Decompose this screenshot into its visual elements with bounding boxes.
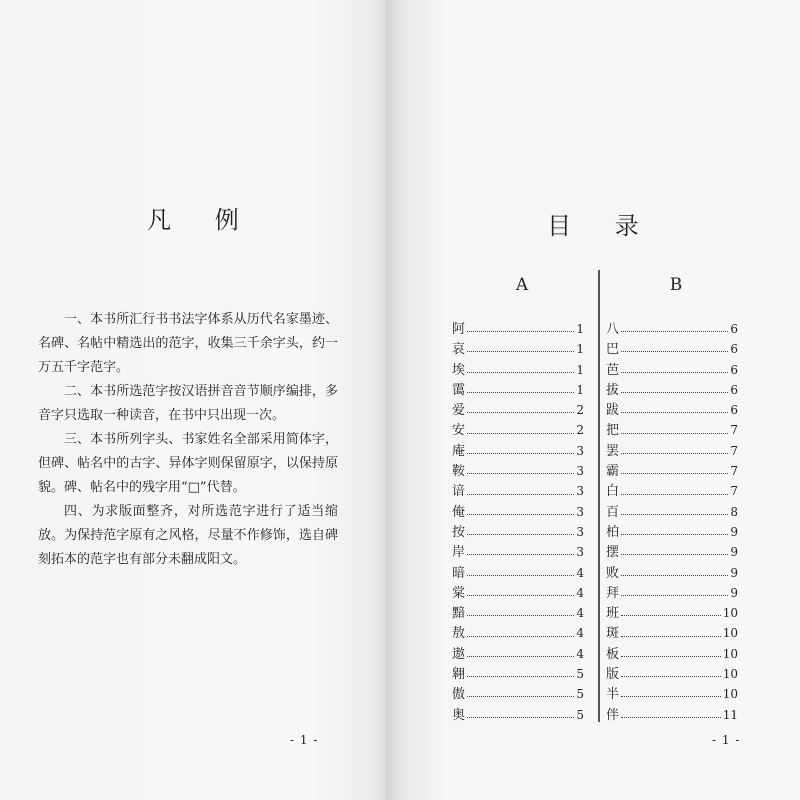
preface-paragraph: 二、本书所选范字按汉语拼音音节顺序编排，多音字只选取一种读音，在书中只出现一次。 [38, 384, 338, 423]
dot-leader [467, 330, 574, 332]
toc-entry-page: 7 [730, 464, 738, 479]
dot-leader [467, 493, 574, 495]
toc-entry[interactable] [606, 582, 738, 602]
toc-entry[interactable] [606, 704, 738, 724]
dot-leader [621, 452, 728, 454]
preface-paragraph: 三、本书所列字头、书家姓名全部采用简体字，但碑、帖名中的古字、异体字则保留原字，以保持原貌。碑、帖名中的残字用“□”代替。 [38, 432, 338, 495]
toc-entry-char: 阿 [452, 322, 466, 337]
dot-leader [467, 391, 574, 393]
toc-entry-page: 4 [576, 646, 584, 661]
dot-leader [621, 493, 728, 495]
toc-entry[interactable] [452, 622, 584, 642]
toc-entry-char: 暗 [452, 565, 466, 581]
toc-entry-char: 板 [606, 646, 620, 662]
toc-entry-page: 4 [576, 585, 584, 600]
toc-entry-page: 2 [576, 403, 584, 418]
toc-entry-page: 9 [730, 585, 738, 600]
toc-entry-page: 9 [730, 545, 738, 560]
toc-entry[interactable] [606, 602, 738, 622]
toc-entry[interactable] [606, 440, 738, 460]
toc-entry-char: 翱 [452, 667, 466, 683]
toc-entry[interactable] [452, 541, 584, 561]
toc-entry-page: 8 [730, 504, 738, 519]
toc-entry[interactable] [452, 419, 584, 439]
column-divider [598, 270, 600, 722]
toc-entry-page: 6 [730, 342, 738, 357]
toc-entry-char: 棠 [452, 585, 466, 601]
toc-entry-page: 9 [730, 524, 738, 539]
dot-leader [621, 350, 728, 352]
toc-entry-page: 6 [730, 362, 738, 377]
toc-entry[interactable] [606, 562, 738, 582]
toc-entry[interactable] [606, 683, 738, 703]
toc-entry[interactable] [606, 521, 738, 541]
dot-leader [467, 350, 574, 352]
dot-leader [467, 614, 574, 616]
toc-entry-page: 7 [730, 443, 738, 458]
toc-entry-page: 4 [576, 626, 584, 641]
toc-entry-page: 10 [722, 646, 738, 661]
toc-entry[interactable] [606, 501, 738, 521]
dot-leader [621, 574, 728, 576]
dot-leader [467, 432, 574, 434]
dot-leader [621, 533, 728, 535]
dot-leader [467, 574, 574, 576]
toc-column-heading: B [669, 275, 683, 295]
toc-entry[interactable] [606, 541, 738, 561]
toc-entry-char: 黯 [452, 606, 466, 622]
toc-entry[interactable] [452, 440, 584, 460]
toc-entry-page: 4 [576, 565, 584, 580]
toc-entry-char: 把 [606, 423, 620, 439]
toc-entry-char: 岸 [452, 545, 466, 561]
toc-entry-char: 斑 [606, 626, 620, 642]
toc-entry[interactable] [452, 602, 584, 622]
toc-entry[interactable] [452, 399, 584, 419]
toc-entry-page: 6 [730, 403, 738, 418]
toc-entry[interactable] [606, 359, 738, 379]
dot-leader [467, 472, 574, 474]
toc-entry[interactable] [606, 663, 738, 683]
toc-entry-char: 伴 [606, 707, 620, 723]
toc-entry[interactable] [452, 318, 584, 338]
toc-entry-page: 5 [576, 687, 584, 702]
toc-entry[interactable] [452, 643, 584, 663]
toc-entry[interactable] [452, 683, 584, 703]
toc-entry-char: 鞍 [452, 464, 466, 480]
dot-leader [467, 553, 574, 555]
toc-entry-char: 拔 [606, 382, 620, 398]
dot-leader [467, 675, 574, 677]
dot-leader [621, 391, 728, 393]
toc-entry[interactable] [452, 582, 584, 602]
toc-entry-char: 遨 [452, 646, 466, 662]
dot-leader [621, 695, 721, 697]
toc-entry-char: 版 [606, 667, 620, 683]
toc-entry-page: 11 [722, 707, 738, 722]
toc-entry[interactable] [606, 460, 738, 480]
toc-entry[interactable] [452, 663, 584, 683]
toc-entry[interactable] [452, 480, 584, 500]
toc-entry-char: 庵 [452, 443, 466, 459]
toc-entry-char: 百 [606, 504, 620, 520]
toc-entry-page: 3 [576, 545, 584, 560]
dot-leader [621, 635, 721, 637]
toc-entry-char: 罢 [606, 443, 620, 459]
toc-entry-char: 跋 [606, 403, 620, 419]
preface-paragraph: 一、本书所汇行书书法字体系从历代名家墨迹、名碑、名帖中精选出的范字，收集三千余字头，约一万五千字范字。 [38, 312, 338, 375]
toc-entry-char: 俺 [452, 504, 466, 520]
dot-leader [621, 614, 721, 616]
dot-leader [621, 411, 728, 413]
toc-entry-page: 10 [722, 667, 738, 682]
toc-entry-page: 6 [730, 382, 738, 397]
toc-entry[interactable] [606, 399, 738, 419]
toc-entry[interactable] [452, 704, 584, 724]
dot-leader [621, 594, 728, 596]
toc-entry[interactable] [606, 643, 738, 663]
toc-entry-page: 7 [730, 484, 738, 499]
toc-entry-char: 摆 [606, 545, 620, 561]
toc-entry-char: 拜 [606, 585, 620, 601]
toc-entry-char: 半 [606, 687, 620, 703]
toc-entry[interactable] [606, 480, 738, 500]
toc-entry-page: 1 [576, 382, 584, 397]
toc-entry-char: 哀 [452, 342, 466, 358]
toc-entry-page: 3 [576, 464, 584, 479]
toc-entry[interactable] [606, 338, 738, 358]
toc-entry-char: 巴 [606, 342, 620, 358]
toc-entry[interactable] [452, 359, 584, 379]
toc-entry-char: 班 [606, 606, 620, 622]
toc-entry-page: 3 [576, 524, 584, 539]
toc-title: 目 录 [547, 212, 657, 240]
dot-leader [467, 716, 574, 718]
left-page [0, 0, 386, 800]
toc-entry[interactable] [606, 379, 738, 399]
dot-leader [467, 513, 574, 515]
toc-entry-char: 霭 [452, 382, 466, 398]
dot-leader [467, 452, 574, 454]
toc-entry-page: 5 [576, 667, 584, 682]
dot-leader [467, 533, 574, 535]
toc-entry[interactable] [452, 379, 584, 399]
toc-entry-page: 1 [576, 362, 584, 377]
toc-entry[interactable] [452, 521, 584, 541]
dot-leader [467, 594, 574, 596]
toc-entry-page: 7 [730, 423, 738, 438]
dot-leader [467, 371, 574, 373]
toc-entry-char: 八 [606, 322, 620, 337]
toc-list-a [452, 318, 584, 724]
page-number: - 1 - [290, 733, 319, 747]
toc-entry-page: 4 [576, 606, 584, 621]
toc-entry[interactable] [452, 562, 584, 582]
toc-entry[interactable] [452, 338, 584, 358]
dot-leader [621, 513, 728, 515]
toc-entry-char: 谙 [452, 484, 466, 500]
dot-leader [621, 655, 721, 657]
toc-entry-char: 白 [606, 484, 620, 500]
toc-entry[interactable] [606, 622, 738, 642]
page-number: - 1 - [712, 733, 741, 747]
preface-paragraph: 四、为求版面整齐，对所选范字进行了适当缩放。为保持范字原有之风格，尽量不作修饰，选自碑刻拓本的范字也有部分未翻成阳文。 [38, 504, 338, 567]
toc-entry-char: 爱 [452, 403, 466, 419]
toc-column-heading: A [515, 275, 529, 295]
toc-entry[interactable] [452, 501, 584, 521]
toc-entry-page: 3 [576, 443, 584, 458]
dot-leader [621, 371, 728, 373]
toc-entry-char: 安 [452, 423, 466, 439]
toc-entry-char: 芭 [606, 362, 620, 378]
toc-entry-page: 1 [576, 342, 584, 357]
toc-entry-char: 霸 [606, 464, 620, 480]
right-page [386, 0, 800, 800]
toc-entry-char: 败 [606, 565, 620, 581]
preface-body [38, 308, 338, 572]
toc-entry-page: 10 [722, 626, 738, 641]
toc-entry-page: 5 [576, 707, 584, 722]
toc-entry-page: 9 [730, 565, 738, 580]
dot-leader [621, 716, 721, 718]
toc-list-b [606, 318, 738, 724]
dot-leader [621, 675, 721, 677]
dot-leader [467, 655, 574, 657]
toc-entry-page: 2 [576, 423, 584, 438]
toc-entry-page: 6 [730, 322, 738, 336]
toc-entry-char: 敖 [452, 626, 466, 642]
toc-entry-char: 按 [452, 524, 466, 540]
toc-entry-page: 10 [722, 606, 738, 621]
preface-title: 凡 例 [147, 206, 257, 234]
toc-entry-char: 傲 [452, 687, 466, 703]
toc-entry-char: 埃 [452, 362, 466, 378]
toc-entry[interactable] [606, 419, 738, 439]
dot-leader [621, 330, 728, 332]
toc-entry-page: 10 [722, 687, 738, 702]
dot-leader [621, 472, 728, 474]
toc-entry[interactable] [452, 460, 584, 480]
toc-entry[interactable] [606, 318, 738, 338]
toc-entry-page: 3 [576, 504, 584, 519]
toc-entry-char: 奥 [452, 707, 466, 723]
dot-leader [467, 411, 574, 413]
dot-leader [621, 432, 728, 434]
dot-leader [467, 695, 574, 697]
toc-entry-page: 3 [576, 484, 584, 499]
dot-leader [621, 553, 728, 555]
dot-leader [467, 635, 574, 637]
toc-entry-char: 柏 [606, 524, 620, 540]
toc-entry-page: 1 [576, 322, 584, 336]
